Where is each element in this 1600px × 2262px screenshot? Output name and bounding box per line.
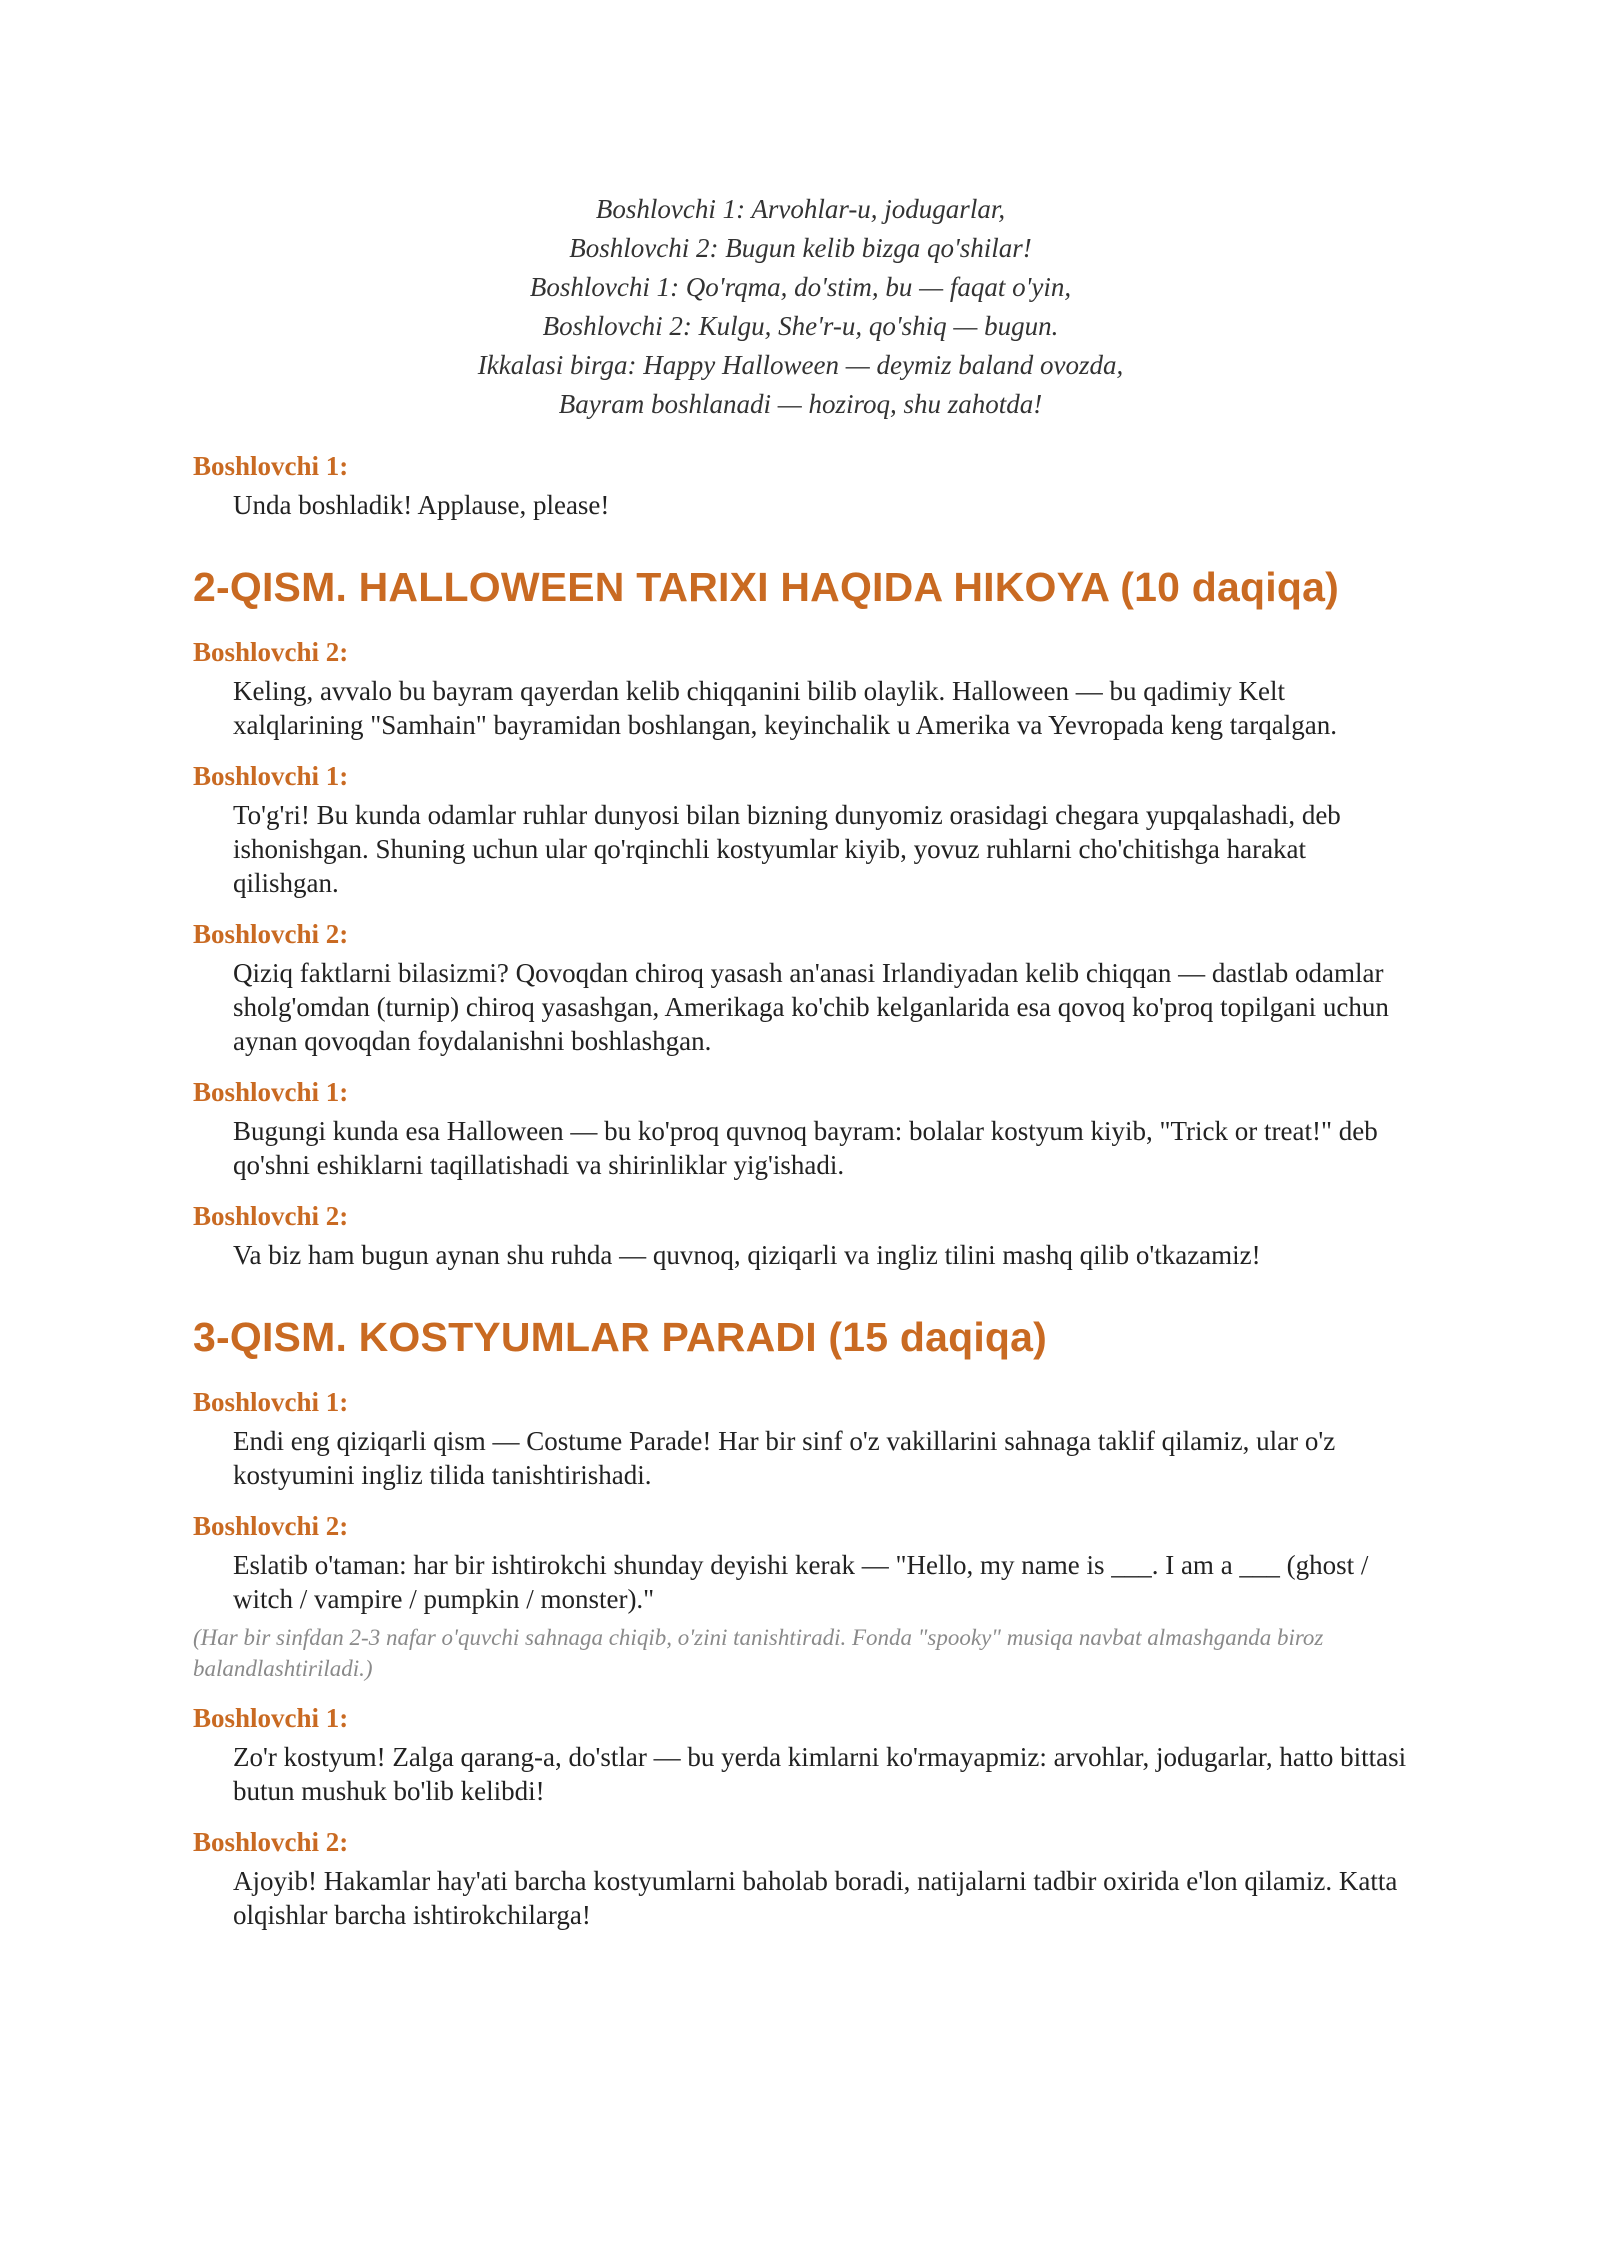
dialogue-block xyxy=(193,1508,1408,1684)
opening-poem xyxy=(193,190,1408,424)
dialogue-block xyxy=(193,916,1408,1058)
poem-line: Bayram boshlanadi — hoziroq, shu zahotda! xyxy=(558,389,1043,419)
dialogue-text: Keling, avvalo bu bayram qayerdan kelib chiqqanini bilib olaylik. Halloween — bu qadimiy Kelt xalqlarining "Samhain" bayramidan boshlangan, keyinchalik u Amerika va Yevropada keng tarqalgan. xyxy=(233,676,1337,740)
dialogue-text: Va biz ham bugun aynan shu ruhda — quvnoq, qiziqarli va ingliz tilini mashq qilib o'tkazamiz! xyxy=(233,1240,1261,1270)
speaker-label: Boshlovchi 1: xyxy=(193,451,349,481)
dialogue-block xyxy=(193,448,1408,522)
section-2-heading: 2-QISM. HALLOWEEN TARIXI HAQIDA HIKOYA (10 daqiqa) xyxy=(193,564,1339,610)
poem-line: Boshlovchi 1: Arvohlar-u, jodugarlar, xyxy=(595,194,1006,224)
dialogue-text: Qiziq faktlarni bilasizmi? Qovoqdan chiroq yasash an'anasi Irlandiyadan kelib chiqqan — dastlab odamlar sholg'omdan (turnip) chiroq yasashgan, Amerikaga ko'chib kelganlarida esa qovoq ko'proq topilgani uchun aynan qovoqdan foydalanishni boshlashgan. xyxy=(233,958,1389,1056)
dialogue-block xyxy=(193,1700,1408,1808)
poem-line: Boshlovchi 2: Kulgu, She'r-u, qo'shiq — bugun. xyxy=(542,311,1059,341)
speaker-label: Boshlovchi 1: xyxy=(193,1077,349,1107)
dialogue-block xyxy=(193,1824,1408,1932)
dialogue-text: Bugungi kunda esa Halloween — bu ko'proq quvnoq bayram: bolalar kostyum kiyib, "Trick or treat!" deb qo'shni eshiklarni taqillatishadi va shirinliklar yig'ishadi. xyxy=(233,1116,1378,1180)
section-3-heading: 3-QISM. KOSTYUMLAR PARADI (15 daqiqa) xyxy=(193,1314,1048,1360)
poem-line: Ikkalasi birga: Happy Halloween — deymiz baland ovozda, xyxy=(477,350,1124,380)
poem-line: Boshlovchi 2: Bugun kelib bizga qo'shilar! xyxy=(569,233,1032,263)
speaker-label: Boshlovchi 2: xyxy=(193,1511,349,1541)
dialogue-text: Unda boshladik! Applause, please! xyxy=(233,490,610,520)
dialogue-text: Eslatib o'taman: har bir ishtirokchi shunday deyishi kerak — "Hello, my name is ___. I am a ___ (ghost / witch / vampire / pumpkin / monster)." xyxy=(233,1550,1369,1614)
speaker-label: Boshlovchi 2: xyxy=(193,1827,349,1857)
dialogue-block xyxy=(193,634,1408,742)
dialogue-text: Ajoyib! Hakamlar hay'ati barcha kostyumlarni baholab boradi, natijalarni tadbir oxirida e'lon qilamiz. Katta olqishlar barcha ishtirokchilarga! xyxy=(233,1866,1398,1930)
speaker-label: Boshlovchi 2: xyxy=(193,1201,349,1231)
speaker-label: Boshlovchi 2: xyxy=(193,919,349,949)
speaker-label: Boshlovchi 1: xyxy=(193,1387,349,1417)
document-content xyxy=(193,190,1408,1948)
speaker-label: Boshlovchi 1: xyxy=(193,1703,349,1733)
speaker-label: Boshlovchi 2: xyxy=(193,637,349,667)
poem-line: Boshlovchi 1: Qo'rqma, do'stim, bu — faqat o'yin, xyxy=(529,272,1072,302)
dialogue-text: To'g'ri! Bu kunda odamlar ruhlar dunyosi bilan bizning dunyomiz orasidagi chegara yupqalashadi, deb ishonishgan. Shuning uchun ular qo'rqinchli kostyumlar kiyib, yovuz ruhlarni cho'chitishga harakat qilishgan. xyxy=(233,800,1341,898)
dialogue-text: Endi eng qiziqarli qism — Costume Parade! Har bir sinf o'z vakillarini sahnaga taklif qilamiz, ular o'z kostyumini ingliz tilida tanishtirishadi. xyxy=(233,1426,1336,1490)
dialogue-block xyxy=(193,1384,1408,1492)
dialogue-text: Zo'r kostyum! Zalga qarang-a, do'stlar — bu yerda kimlarni ko'rmayapmiz: arvohlar, jodugarlar, hatto bittasi butun mushuk bo'lib kelibdi! xyxy=(233,1742,1407,1806)
dialogue-block xyxy=(193,758,1408,900)
stage-direction: (Har bir sinfdan 2-3 nafar o'quvchi sahnaga chiqib, o'zini tanishtiradi. Fonda "spooky" musiqa navbat almashganda biroz balandlashtiriladi.) xyxy=(193,1625,1324,1681)
dialogue-block xyxy=(193,1198,1408,1272)
speaker-label: Boshlovchi 1: xyxy=(193,761,349,791)
dialogue-block xyxy=(193,1074,1408,1182)
